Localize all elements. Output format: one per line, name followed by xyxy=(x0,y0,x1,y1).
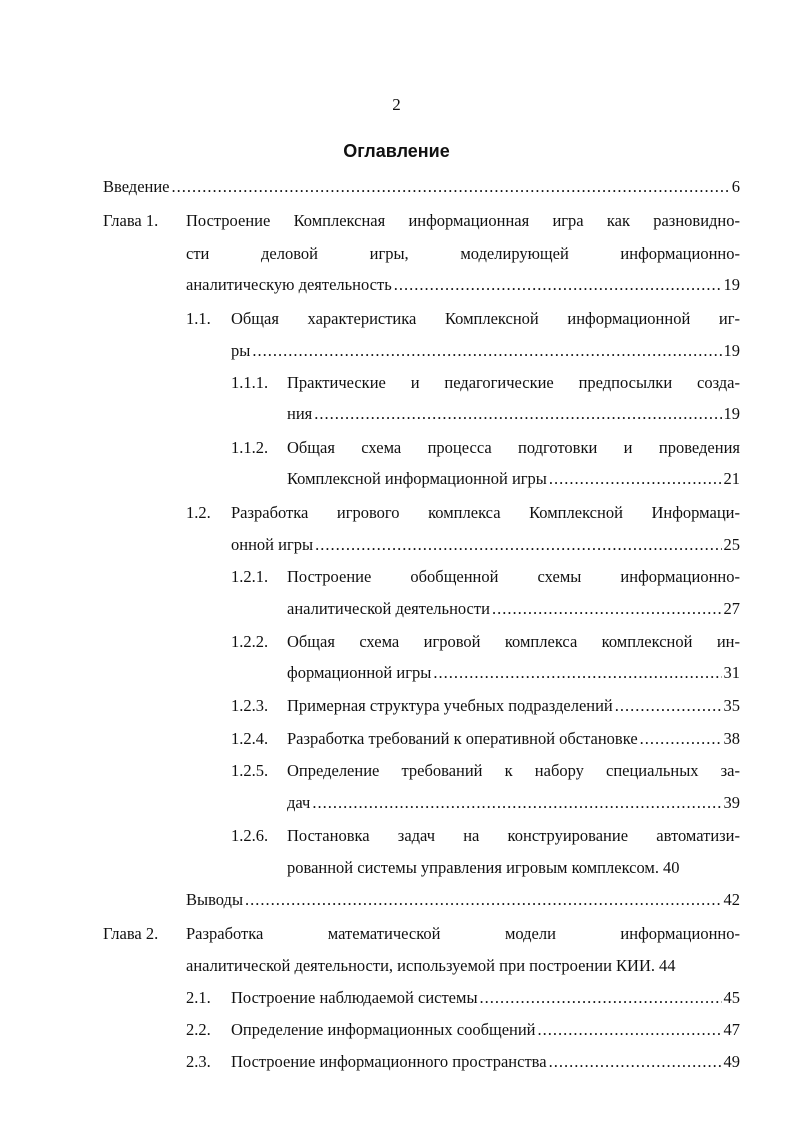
toc-entry-text: ры xyxy=(231,341,251,360)
toc-page-number: 21 xyxy=(723,469,740,488)
toc-entry-1-2-1-line[interactable]: Построение обобщенной схемы информационно- xyxy=(287,567,740,586)
toc-leader xyxy=(312,791,721,815)
toc-label-chapter-2: Глава 2. xyxy=(103,924,159,943)
toc-entry-2-3[interactable] xyxy=(231,1050,740,1074)
toc-page-number: 47 xyxy=(723,1020,740,1039)
toc-entry-1-2-1[interactable] xyxy=(287,597,740,621)
toc-page-number: 19 xyxy=(723,275,740,294)
toc-entry-1-1[interactable] xyxy=(231,339,740,363)
toc-page-number: 39 xyxy=(723,793,740,812)
toc-entry-text: аналитической деятельности, используемой при построении КИИ. xyxy=(186,956,655,975)
toc-page-number: 40 xyxy=(663,858,680,877)
toc-entry-1-1-line[interactable]: Общая характеристика Комплексной информационной иг- xyxy=(231,309,740,328)
toc-entry-2-1[interactable] xyxy=(231,986,740,1010)
toc-entry-intro[interactable] xyxy=(103,175,740,199)
toc-entry-1-2-line[interactable]: Разработка игрового комплекса Комплексной Информаци- xyxy=(231,503,740,522)
toc-label-1-1-1: 1.1.1. xyxy=(231,373,269,392)
page-title: Оглавление xyxy=(343,141,450,161)
toc-entry-text: онной игры xyxy=(231,535,314,554)
toc-page-number: 6 xyxy=(731,177,740,196)
toc-entry-1-2-4[interactable] xyxy=(287,727,740,751)
toc-entry-1-2-2-line[interactable]: Общая схема игровой комплекса комплексной ин- xyxy=(287,632,740,651)
toc-label-1-2-2: 1.2.2. xyxy=(231,632,269,651)
toc-entry-text: Примерная структура учебных подразделений xyxy=(287,696,613,715)
toc-leader xyxy=(549,1050,722,1074)
toc-entry-1-2-6-line[interactable]: Постановка задач на конструирование автоматизи- xyxy=(287,826,740,845)
toc-entry-1-1-2-line[interactable]: Общая схема процесса подготовки и проведения xyxy=(287,438,740,457)
toc-entry-chapter-1[interactable] xyxy=(186,273,740,297)
toc-entry-text: ния xyxy=(287,404,313,423)
toc-label-1-2: 1.2. xyxy=(186,503,211,522)
toc-entry-1-2-2[interactable] xyxy=(287,661,740,685)
toc-leader xyxy=(394,273,722,297)
toc-label-1-2-4: 1.2.4. xyxy=(231,729,269,748)
toc-label-1-2-6: 1.2.6. xyxy=(231,826,269,845)
toc-entry-chapter-1-line[interactable]: сти деловой игры, моделирующей информационно- xyxy=(186,244,740,263)
toc-page-number: 38 xyxy=(723,729,740,748)
toc-leader xyxy=(314,402,721,426)
toc-label-chapter-1: Глава 1. xyxy=(103,211,159,230)
toc-entry-1-1-1-line[interactable]: Практические и педагогические предпосылки созда- xyxy=(287,373,740,392)
toc-leader xyxy=(252,339,721,363)
toc-entry-1-2-5[interactable] xyxy=(287,791,740,815)
toc-leader xyxy=(480,986,722,1010)
toc-leader xyxy=(492,597,722,621)
toc-entry-2-2[interactable] xyxy=(231,1018,740,1042)
toc-entry-text: Построение наблюдаемой системы xyxy=(231,988,478,1007)
toc-entry-text: Построение информационного пространства xyxy=(231,1052,547,1071)
toc-page-number: 19 xyxy=(723,341,740,360)
toc-label-1-1-2: 1.1.2. xyxy=(231,438,269,457)
toc-entry-text: Выводы xyxy=(186,890,244,909)
toc-entry-text: Разработка требований к оперативной обстановке xyxy=(287,729,638,748)
toc-label-1-2-3: 1.2.3. xyxy=(231,696,269,715)
toc-label-2-1: 2.1. xyxy=(186,988,211,1007)
toc-leader xyxy=(549,467,722,491)
toc-page-number: 49 xyxy=(723,1052,740,1071)
toc-entry-text: Определение информационных сообщений xyxy=(231,1020,536,1039)
toc-label-1-1: 1.1. xyxy=(186,309,211,328)
toc-entry-1-2[interactable] xyxy=(231,533,740,557)
toc-entry-1-2-3[interactable] xyxy=(287,694,740,718)
toc-page-number: 31 xyxy=(723,663,740,682)
toc-entry-text: дач xyxy=(287,793,311,812)
toc-leader xyxy=(315,533,721,557)
toc-label-2-2: 2.2. xyxy=(186,1020,211,1039)
toc-page-number: 45 xyxy=(723,988,740,1007)
toc-entry-1-1-1[interactable] xyxy=(287,402,740,426)
toc-page-number: 35 xyxy=(723,696,740,715)
toc-entry-chapter-1-line[interactable]: Построение Комплексная информационная игра как разновидно- xyxy=(186,211,740,230)
toc-entry-1-2-6[interactable] xyxy=(287,856,740,880)
toc-leader xyxy=(433,661,721,685)
toc-entry-text: Комплексной информационной игры xyxy=(287,469,547,488)
toc-page-number: 44 xyxy=(659,956,676,975)
page-number: 2 xyxy=(392,95,401,114)
toc-entry-text: формационной игры xyxy=(287,663,432,682)
toc-leader xyxy=(172,175,730,199)
toc-leader xyxy=(245,888,721,912)
toc-label-1-2-5: 1.2.5. xyxy=(231,761,269,780)
toc-leader xyxy=(538,1018,722,1042)
toc-page-number: 25 xyxy=(723,535,740,554)
toc-entry-conclusions[interactable] xyxy=(186,888,740,912)
toc-entry-text: аналитическую деятельность xyxy=(186,275,392,294)
toc-entry-chapter-2-line[interactable]: Разработка математической модели информационно- xyxy=(186,924,740,943)
toc-label-1-2-1: 1.2.1. xyxy=(231,567,269,586)
toc-entry-text: аналитической деятельности xyxy=(287,599,490,618)
toc-page-number: 27 xyxy=(723,599,740,618)
toc-leader xyxy=(615,694,722,718)
toc-entry-text: Введение xyxy=(103,177,170,196)
toc-page-number: 42 xyxy=(723,890,740,909)
toc-entry-chapter-2[interactable] xyxy=(186,954,740,978)
toc-leader xyxy=(640,727,722,751)
toc-entry-text: рованной системы управления игровым комплексом. xyxy=(287,858,659,877)
toc-page-number: 19 xyxy=(723,404,740,423)
toc-entry-1-2-5-line[interactable]: Определение требований к набору специальных за- xyxy=(287,761,740,780)
toc-label-2-3: 2.3. xyxy=(186,1052,211,1071)
toc-entry-1-1-2[interactable] xyxy=(287,467,740,491)
